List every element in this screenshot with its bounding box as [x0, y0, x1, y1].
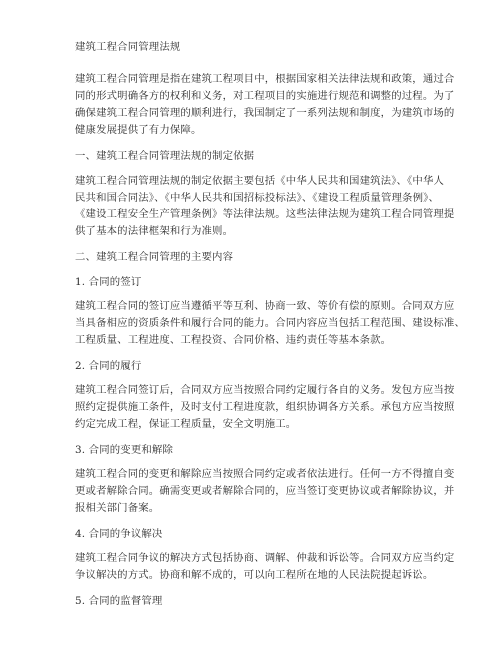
paragraph-line: 当具备相应的资质条件和履行合同的能力。合同内容应当包括工程范围、建设标准、	[75, 317, 465, 329]
paragraph-line: 约定完成工程，保证工程质量，安全文明施工。	[75, 418, 297, 430]
document-title: 建筑工程合同管理法规	[75, 41, 181, 53]
paragraph-line: 供了基本的法律框架和行为准则。	[75, 225, 234, 237]
subsection-title-supervision: 5. 合同的监督管理	[75, 595, 163, 607]
paragraph-line: 工程质量、工程进度、工程投资、合同价格、违约责任等基本条款。	[75, 334, 392, 346]
subsection-title-contract-change: 3. 合同的变更和解除	[75, 444, 173, 456]
paragraph-line: 民共和国合同法》、《中华人民共和国招标投标法》、《建设工程质量管理条例》、	[75, 192, 439, 204]
paragraph-line: 健康发展提供了有力保障。	[75, 124, 202, 136]
paragraph-line: 建筑工程合同签订后，合同双方应当按照合同约定履行各自的义务。发包方应当按	[75, 384, 455, 396]
paragraph-line: 同的形式明确各方的权利和义务，对工程项目的实施进行规范和调整的过程。为了	[75, 90, 455, 102]
paragraph-line: 更或者解除合同。确需变更或者解除合同的，应当签订变更协议或者解除协议，并	[75, 485, 455, 497]
paragraph-line: 确保建筑工程合同管理的顺利进行，我国制定了一系列法规和制度，为建筑市场的	[75, 107, 455, 119]
paragraph-line: 建筑工程合同管理是指在建筑工程项目中，根据国家相关法律法规和政策，通过合	[75, 73, 455, 85]
paragraph-line: 建筑工程合同争议的解决方式包括协商、调解、仲裁和诉讼等。合同双方应当约定	[75, 552, 455, 564]
paragraph-line: 建筑工程合同的变更和解除应当按照合同约定或者依法进行。任何一方不得擅自变	[75, 468, 455, 480]
section-heading-2: 二、建筑工程合同管理的主要内容	[75, 251, 234, 263]
paragraph-line: 《建设工程安全生产管理条例》等法律法规。这些法律法规为建筑工程合同管理提	[75, 208, 455, 220]
paragraph-line: 争议解决的方式。协商和解不成的，可以向工程所在地的人民法院提起诉讼。	[75, 569, 434, 581]
subsection-title-contract-performance: 2. 合同的履行	[75, 360, 142, 372]
paragraph-line: 建筑工程合同管理法规的制定依据主要包括《中华人民共和国建筑法》、《中华人	[75, 175, 445, 187]
paragraph-line: 建筑工程合同的签订应当遵循平等互利、协商一致、等价有偿的原则。合同双方应	[75, 300, 455, 312]
section-heading-1: 一、建筑工程合同管理法规的制定依据	[75, 150, 255, 162]
subsection-title-contract-signing: 1. 合同的签订	[75, 276, 142, 288]
paragraph-line: 照约定提供施工条件，及时支付工程进度款，组织协调各方关系。承包方应当按照	[75, 401, 455, 413]
subsection-title-dispute-resolution: 4. 合同的争议解决	[75, 528, 163, 540]
paragraph-line: 报相关部门备案。	[75, 502, 160, 514]
